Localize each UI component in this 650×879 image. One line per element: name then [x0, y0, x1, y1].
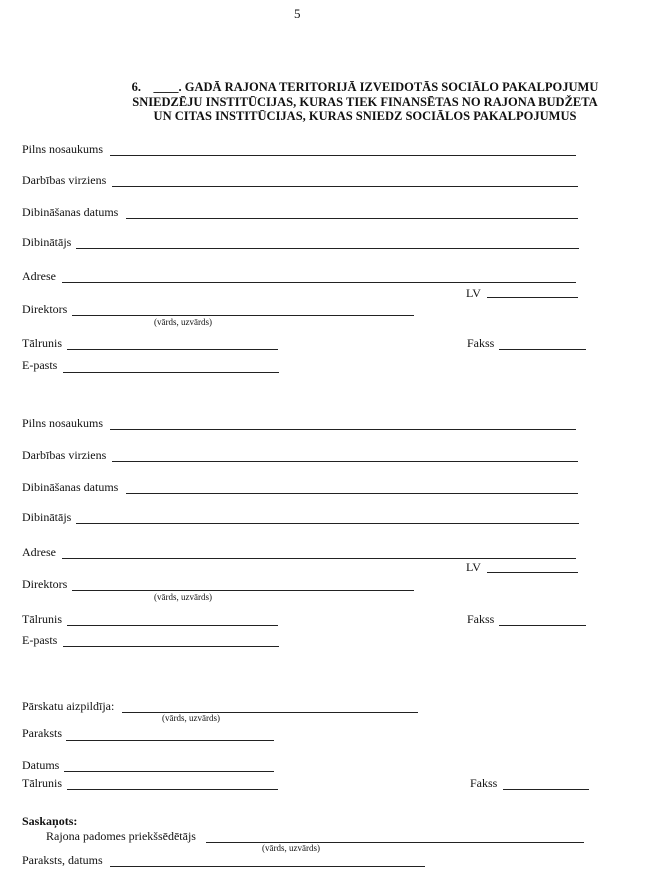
founded-date-label: Dibināšanas datums: [22, 205, 119, 219]
heading-number: 6.: [131, 80, 141, 94]
director-field[interactable]: [72, 590, 414, 591]
report-fax-field[interactable]: [503, 789, 589, 790]
founded-date-field[interactable]: [126, 218, 578, 219]
postal-code-label: LV: [466, 560, 481, 574]
fax-label: Fakss: [467, 612, 495, 626]
chair-hint: (vārds, uzvārds): [262, 843, 320, 853]
phone-field[interactable]: [67, 349, 278, 350]
phone-field[interactable]: [67, 625, 278, 626]
heading-year-blank: ____.: [153, 80, 182, 94]
address-field[interactable]: [62, 282, 576, 283]
date-label: Datums: [22, 758, 60, 772]
postal-code-field[interactable]: [487, 297, 578, 298]
director-hint: (vārds, uzvārds): [154, 592, 212, 602]
fax-field[interactable]: [499, 625, 586, 626]
activity-label: Darbības virziens: [22, 448, 107, 462]
full-name-label: Pilns nosaukums: [22, 142, 104, 156]
phone-label: Tālrunis: [22, 336, 62, 350]
full-name-field[interactable]: [110, 429, 576, 430]
full-name-field[interactable]: [110, 155, 576, 156]
founded-date-label: Dibināšanas datums: [22, 480, 119, 494]
approval-title: Saskaņots:: [22, 814, 78, 828]
director-label: Direktors: [22, 302, 68, 316]
section-heading: [110, 80, 620, 124]
report-phone-label: Tālrunis: [22, 776, 62, 790]
founder-label: Dibinātājs: [22, 510, 72, 524]
director-hint: (vārds, uzvārds): [154, 317, 212, 327]
signature-date-field[interactable]: [110, 866, 425, 867]
founder-field[interactable]: [76, 248, 579, 249]
address-label: Adrese: [22, 545, 56, 559]
email-field[interactable]: [63, 372, 279, 373]
director-label: Direktors: [22, 577, 68, 591]
filled-by-label: Pārskatu aizpildīja:: [22, 699, 115, 713]
address-field[interactable]: [62, 558, 576, 559]
activity-field[interactable]: [112, 461, 578, 462]
chair-label: Rajona padomes priekšsēdētājs: [46, 829, 196, 843]
founder-label: Dibinātājs: [22, 235, 72, 249]
fax-label: Fakss: [467, 336, 495, 350]
signature-field[interactable]: [66, 740, 274, 741]
director-field[interactable]: [72, 315, 414, 316]
report-fax-label: Fakss: [470, 776, 498, 790]
heading-line-2: SNIEDZĒJU INSTITŪCIJAS, KURAS TIEK FINANSĒTAS NO RAJONA BUDŽETA: [132, 94, 598, 109]
address-label: Adrese: [22, 269, 56, 283]
signature-label: Paraksts: [22, 726, 62, 740]
signature-date-label: Paraksts, datums: [22, 853, 103, 867]
email-field[interactable]: [63, 646, 279, 647]
page-number: 5: [294, 6, 301, 21]
report-phone-field[interactable]: [67, 789, 278, 790]
email-label: E-pasts: [22, 358, 58, 372]
heading-line-1: [110, 80, 620, 95]
date-field[interactable]: [64, 771, 274, 772]
postal-code-label: LV: [466, 286, 481, 300]
email-label: E-pasts: [22, 633, 58, 647]
activity-field[interactable]: [112, 186, 578, 187]
fax-field[interactable]: [499, 349, 586, 350]
heading-text-1: GADĀ RAJONA TERITORIJĀ IZVEIDOTĀS SOCIĀLO PAKALPOJUMU: [184, 80, 599, 94]
founded-date-field[interactable]: [126, 493, 578, 494]
heading-line-3: UN CITAS INSTITŪCIJAS, KURAS SNIEDZ SOCIĀLOS PAKALPOJUMUS: [153, 109, 577, 123]
full-name-label: Pilns nosaukums: [22, 416, 104, 430]
postal-code-field[interactable]: [487, 572, 578, 573]
phone-label: Tālrunis: [22, 612, 62, 626]
founder-field[interactable]: [76, 523, 579, 524]
filled-by-hint: (vārds, uzvārds): [162, 713, 220, 723]
activity-label: Darbības virziens: [22, 173, 107, 187]
